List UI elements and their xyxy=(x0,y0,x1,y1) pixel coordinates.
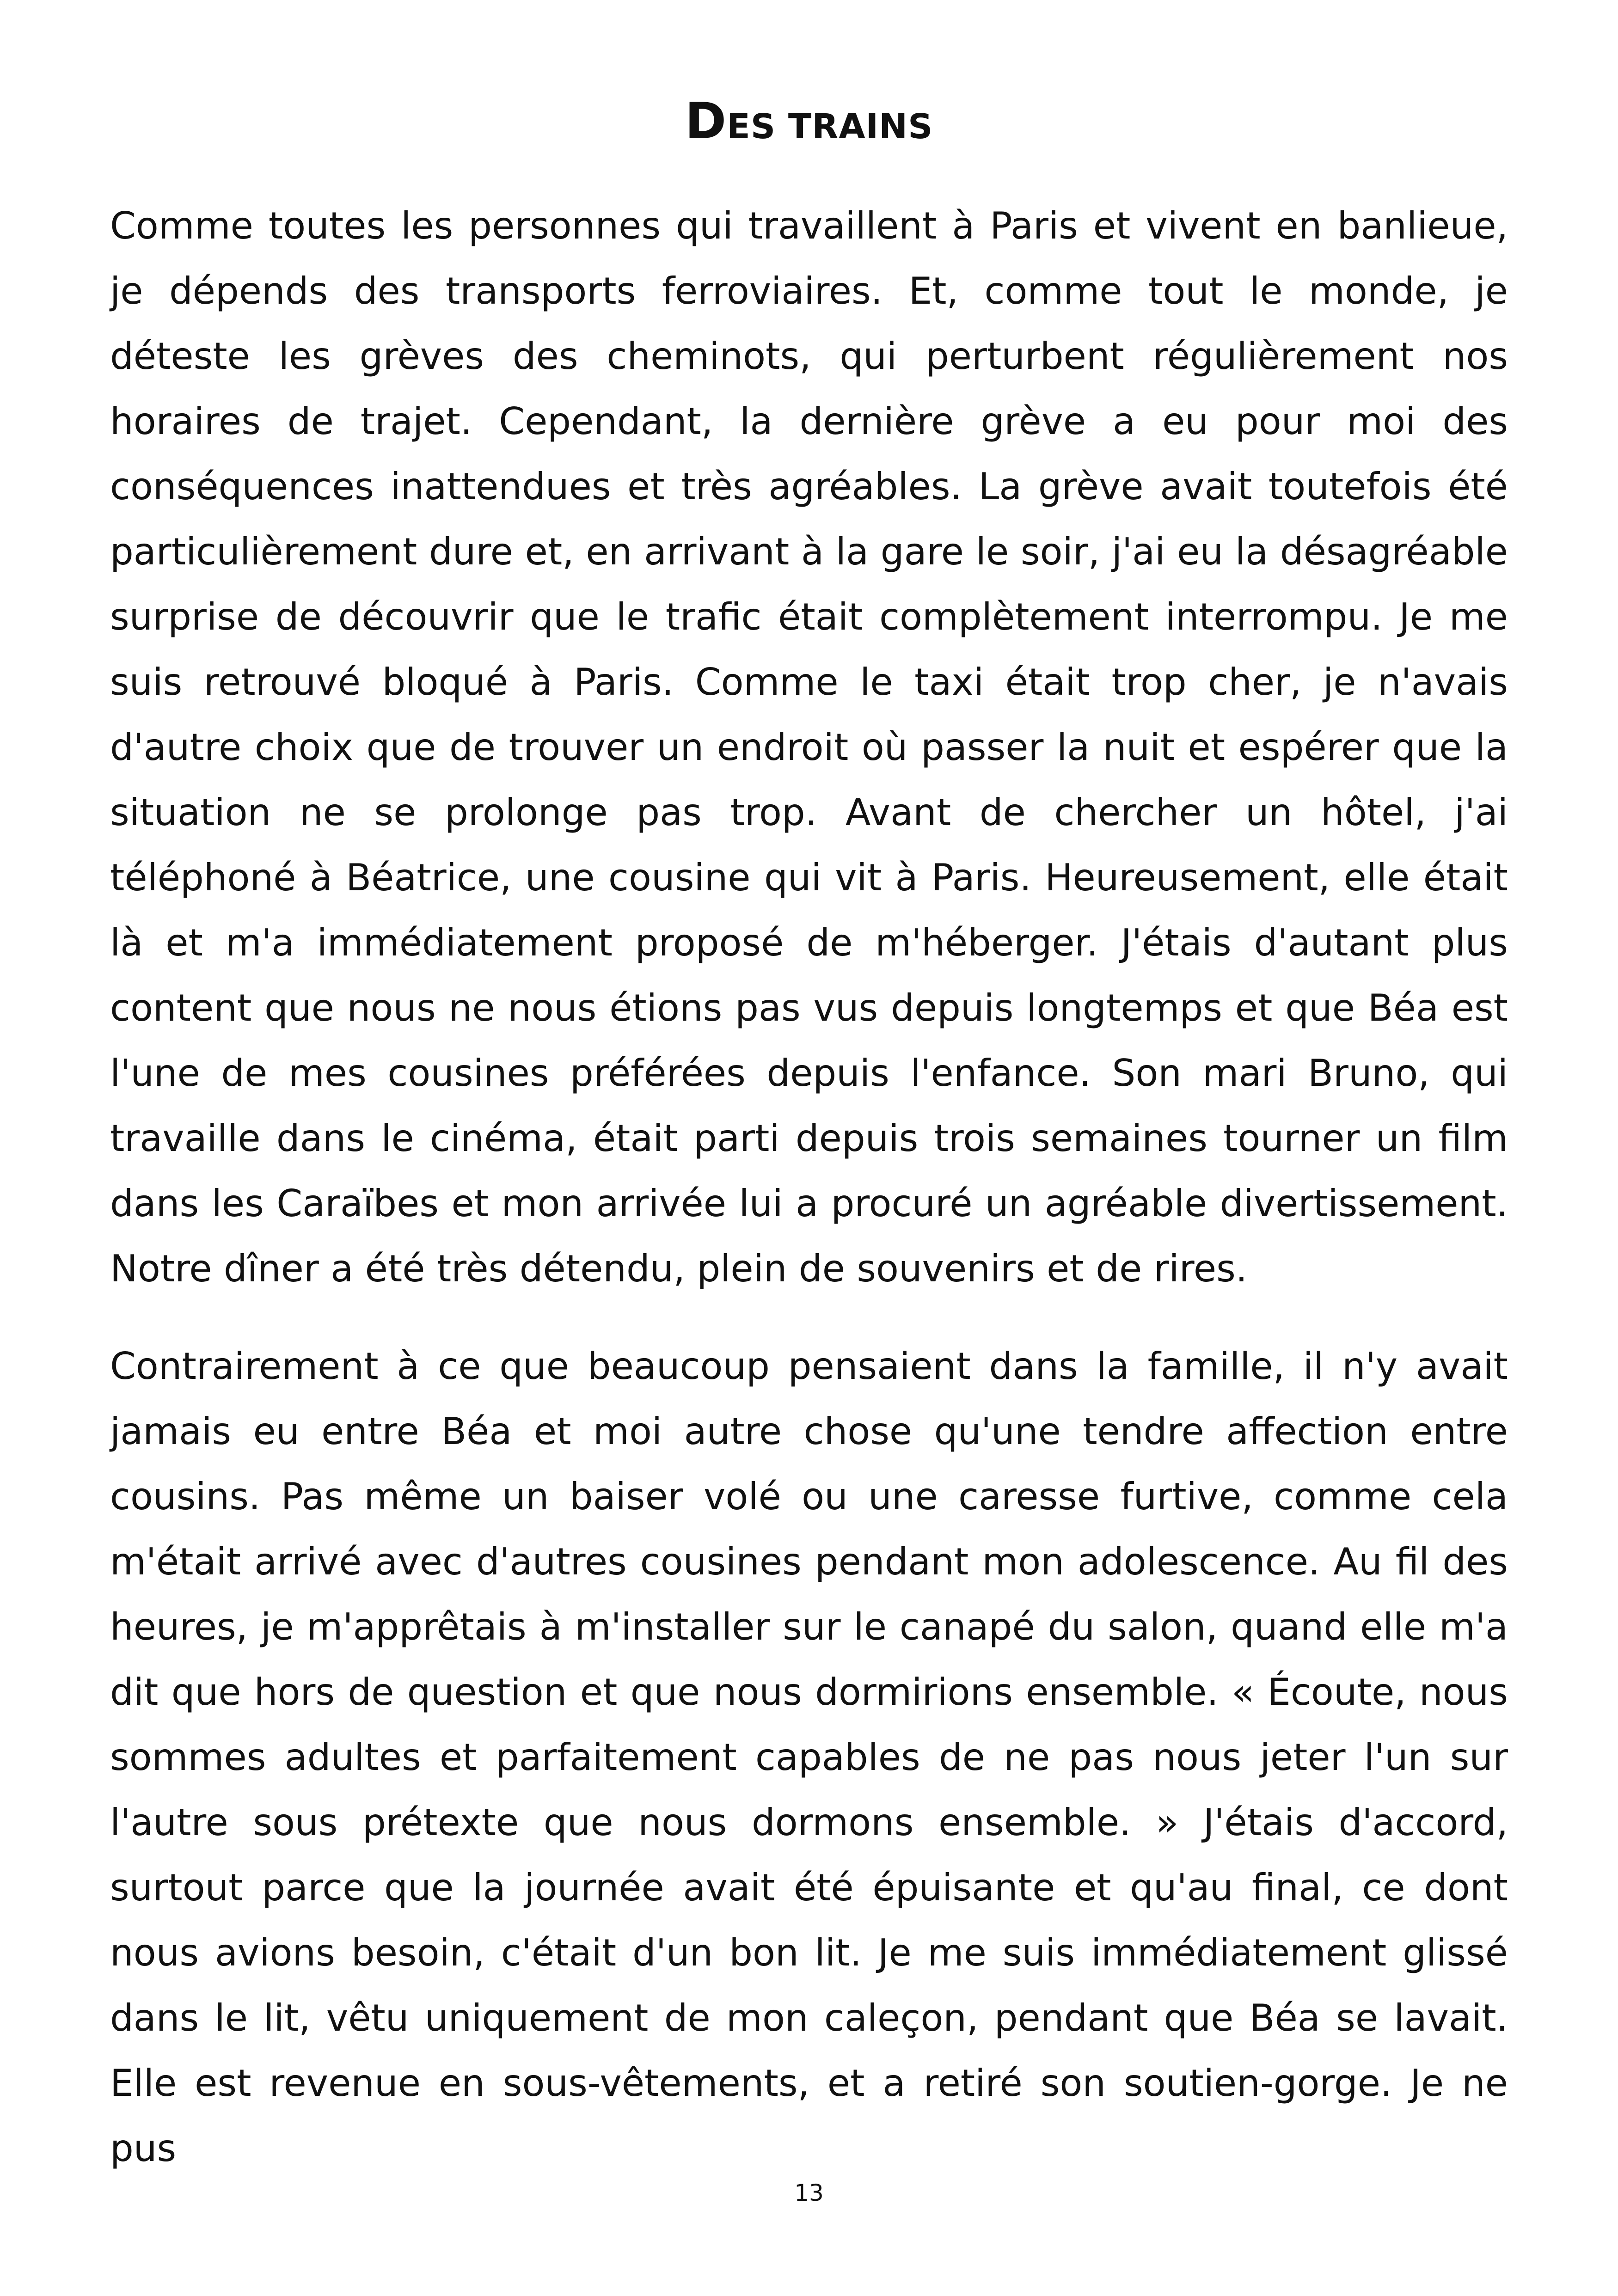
chapter-title xyxy=(0,92,1618,150)
chapter-title-rest: ES TRAINS xyxy=(727,107,933,147)
body-text xyxy=(110,193,1508,2181)
paragraph-1: Comme toutes les personnes qui travaillent à Paris et vivent en banlieue, je dépends des transports ferroviaires. Et, comme tout le monde, je déteste les grèves des cheminots, qui perturbent régulièrement nos horaires de trajet. Cependant, la dernière grève a eu pour moi des conséquences inattendues et très agréables. La grève avait toutefois été particulièrement dure et, en arrivant à la gare le soir, j'ai eu la désagréable surprise de découvrir que le trafic était complètement interrompu. Je me suis retrouvé bloqué à Paris. Comme le taxi était trop cher, je n'avais d'autre choix que de trouver un endroit où passer la nuit et espérer que la situation ne se prolonge pas trop. Avant de chercher un hôtel, j'ai téléphoné à Béatrice, une cousine qui vit à Paris. Heureusement, elle était là et m'a immédiatement proposé de m'héberger. J'étais d'autant plus content que nous ne nous étions pas vus depuis longtemps et que Béa est l'une de mes cousines préférées depuis l'enfance. Son mari Bruno, qui travaille dans le cinéma, était parti depuis trois semaines tourner un film dans les Caraïbes et mon arrivée lui a procuré un agréable divertissement. Notre dîner a été très détendu, plein de souvenirs et de rires. xyxy=(110,204,1508,1290)
paragraph-2: Contrairement à ce que beaucoup pensaient dans la famille, il n'y avait jamais eu entre Béa et moi autre chose qu'une tendre affection entre cousins. Pas même un baiser volé ou une caresse furtive, comme cela m'était arrivé avec d'autres cousines pendant mon adolescence. Au fil des heures, je m'apprêtais à m'installer sur le canapé du salon, quand elle m'a dit que hors de question et que nous dormirions ensemble. « Écoute, nous sommes adultes et parfaitement capables de ne pas nous jeter l'un sur l'autre sous prétexte que nous dormons ensemble. » J'étais d'accord, surtout parce que la journée avait été épuisante et qu'au final, ce dont nous avions besoin, c'était d'un bon lit. Je me suis immédiatement glissé dans le lit, vêtu uniquement de mon caleçon, pendant que Béa se lavait. Elle est revenue en sous-vêtements, et a retiré son soutien-gorge. Je ne pus xyxy=(110,1345,1508,2170)
page-number: 13 xyxy=(794,2180,824,2206)
chapter-title-initial: D xyxy=(685,92,727,150)
